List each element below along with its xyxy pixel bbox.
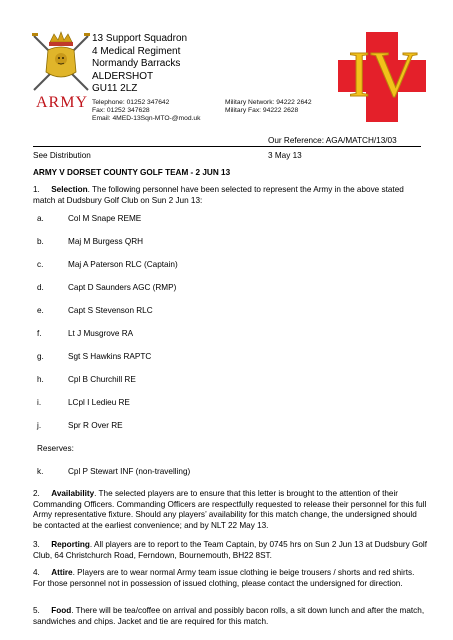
address-line: 13 Support Squadron: [92, 33, 188, 44]
para-number: 2.: [33, 489, 40, 498]
badge-numeral: IV: [348, 38, 418, 111]
paragraph-selection: [33, 185, 428, 206]
regiment-badge: [336, 30, 428, 124]
para-text: . The selected players are to ensure that this letter is brought to the attention of their Commanding Officers. Commanding Officers are respectfully requested to release their personnel for this full Army representative fixture. Should any players’ availability for this match change, the undersigned should be contacted at the earliest convenience; and by NLT 22 May 13.: [33, 489, 427, 530]
address-line: GU11 2LZ: [92, 83, 138, 95]
email: Email: 4MED-13Sqn-MTO-@mod.uk: [92, 115, 201, 123]
paragraph-availability: [33, 489, 428, 531]
distribution: See Distribution: [33, 151, 91, 160]
military-fax: Military Fax: 94222 2628: [225, 107, 299, 115]
para-heading: Attire: [51, 568, 73, 577]
address-line: Normandy Barracks: [92, 58, 181, 70]
para-heading: Food: [51, 606, 72, 615]
para-heading: Reporting: [51, 540, 90, 549]
military-network: Military Network: 94222 2642: [225, 99, 312, 106]
para-text: . The following personnel have been selected to represent the Army in the above stated match at Dudsbury Golf Club on Sun 2 Jun 13:: [33, 185, 404, 205]
paragraph-food: [33, 606, 428, 627]
para-number: 5.: [33, 606, 40, 615]
para-text: . Players are to wear normal Army team issue clothing ie beige trousers / shorts and red shirts. For those personnel not in possession of issued clothing, please contact the undersigned for direction.: [33, 568, 415, 588]
para-number: 1.: [33, 185, 40, 194]
telephone: Telephone: 01252 347642: [92, 99, 170, 106]
para-number: 4.: [33, 568, 40, 577]
para-text: . There will be tea/coffee on arrival and possibly bacon rolls, a sit down lunch and after the match, sandwiches and chips. Jacket and tie are required for this match.: [33, 606, 425, 626]
address-line: ALDERSHOT: [92, 70, 154, 82]
unit-address: [92, 33, 187, 96]
army-logo-text: ARMY: [35, 94, 88, 111]
divider-line: [33, 146, 421, 147]
paragraph-reporting: [33, 540, 428, 561]
para-heading: Selection: [51, 185, 88, 194]
para-number: 3.: [33, 540, 40, 549]
address-line: 4 Medical Regiment: [92, 45, 181, 57]
reserves-label: Reserves:: [37, 444, 74, 453]
contact-details: [92, 99, 312, 124]
letter-date: 3 May 13: [268, 151, 302, 160]
paragraph-attire: [33, 568, 428, 589]
para-heading: Availability: [51, 489, 95, 498]
our-reference: Our Reference: AGA/MATCH/13/03: [268, 136, 397, 145]
fax: Fax: 01252 347628: [92, 107, 150, 115]
para-text: . All players are to report to the Team Captain, by 0745 hrs on Sun 2 Jun 13 at Dudsbury Golf Club, 64 Christchurch Road, Ferndown, Bournemouth, BH22 8ST.: [33, 540, 427, 560]
letter-title: ARMY V DORSET COUNTY GOLF TEAM - 2 JUN 13: [33, 168, 231, 177]
